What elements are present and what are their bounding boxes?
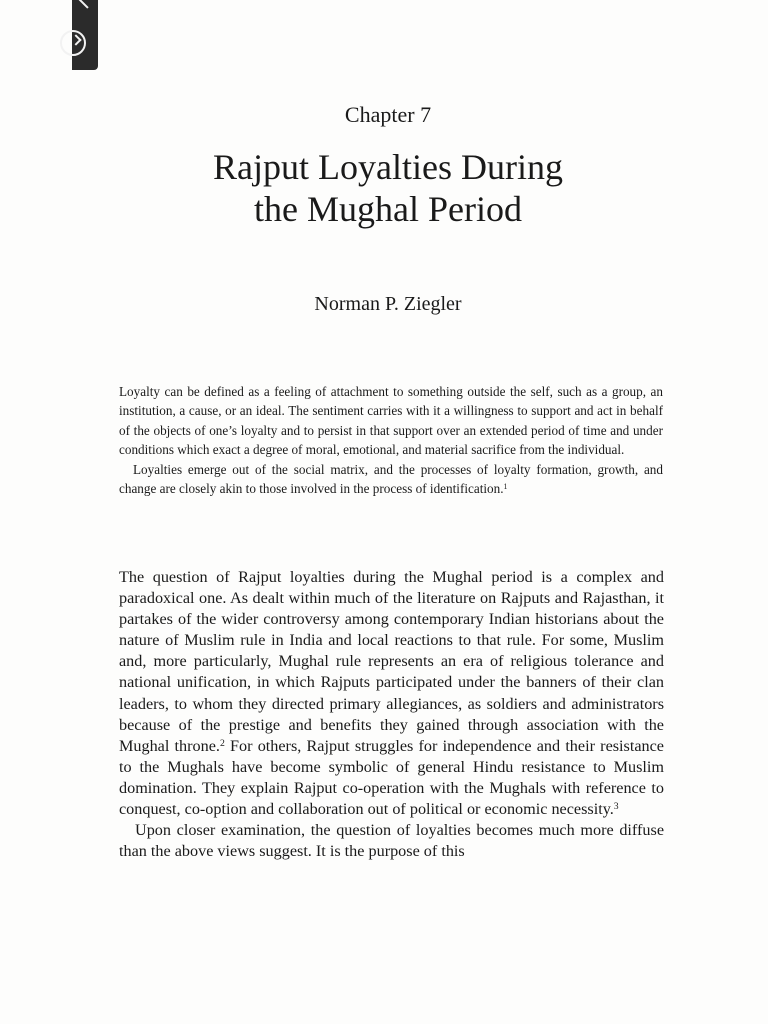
footnote-marker[interactable]: 2 <box>219 737 225 749</box>
chapter-title <box>0 146 768 230</box>
body-paragraph-1-part-1: The question of Rajput loyalties during the Mughal period is a complex and paradoxical one. As dealt within much of the literature on Rajputs and Rajasthan, it partakes of the wider controversy among contemporary Indian historians about the nature of Muslim rule in India and local reactions to that rule. For some, Muslim and, more particularly, Mughal rule represents an era of religious tolerance and national unification, in which Rajputs participated under the banners of their clan leaders, to whom they directed primary allegiances, as soldiers and administrators because of the prestige and benefits they gained through association with the Mughal throne. <box>119 568 664 755</box>
abstract-block <box>119 382 663 498</box>
chapter-title-line-2: the Mughal Period <box>254 189 522 229</box>
body-paragraph-1 <box>119 567 664 820</box>
footnote-marker[interactable]: 1 <box>503 482 508 492</box>
author-name: Norman P. Ziegler <box>314 293 462 315</box>
abstract-paragraph-1: Loyalty can be defined as a feeling of attachment to something outside the self, such as a group, an institution, a cause, or an ideal. The sentiment carries with it a willingness to support and act in behalf of the objects of one’s loyalty and to persist in that support over an extended period of time and under conditions which exact a degree of moral, emotional, and material sacrifice from the individual. <box>119 384 663 458</box>
body-text-block <box>119 567 664 862</box>
footnote-marker[interactable]: 3 <box>613 801 619 813</box>
page-corner-tab[interactable] <box>72 0 98 70</box>
body-paragraph-1-part-2: For others, Rajput struggles for independence and their resistance to the Mughals have become symbolic of general Hindu resistance to Muslim domination. They explain Rajput co-operation with the Mughals with reference to conquest, co-option and collaboration out of political or economic necessity. <box>119 736 664 819</box>
abstract-paragraph-2-text: Loyalties emerge out of the social matrix, and the processes of loyalty formation, growth, and change are closely akin to those involved in the process of identification. <box>119 461 663 497</box>
corner-notch-icon <box>77 0 88 9</box>
chapter-label: Chapter 7 <box>344 102 432 127</box>
body-paragraph-2: Upon closer examination, the question of loyalties becomes much more diffuse than the above views suggest. It is the purpose of this <box>119 821 664 861</box>
chapter-title-line-1: Rajput Loyalties During <box>213 147 563 187</box>
circle-arrow-icon[interactable] <box>60 30 86 56</box>
abstract-paragraph-2 <box>119 460 663 499</box>
